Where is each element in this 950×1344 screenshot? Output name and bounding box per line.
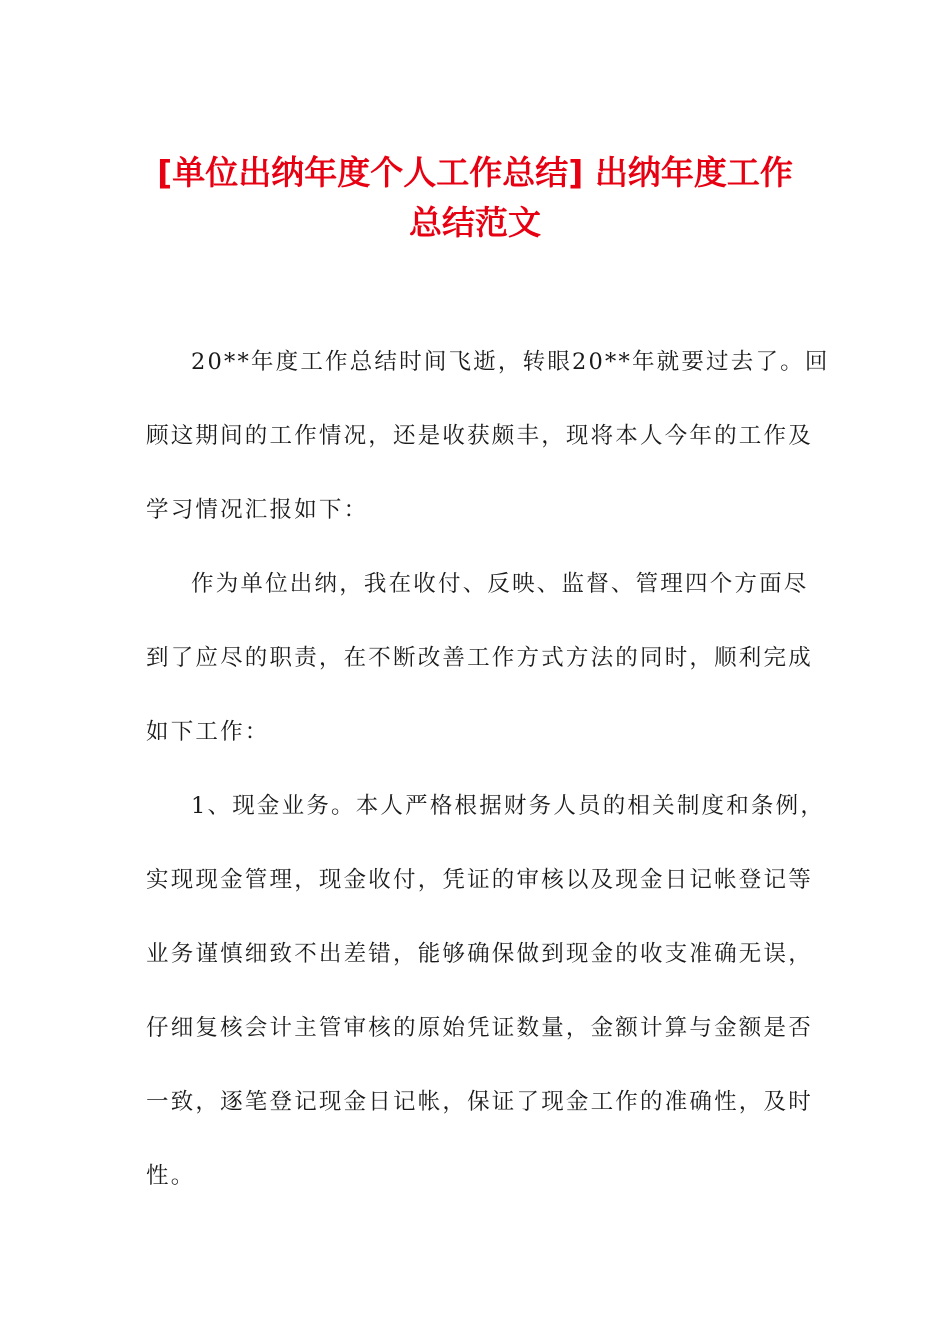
paragraph-line: 顾这期间的工作情况，还是收获颇丰，现将本人今年的工作及 — [146, 423, 813, 449]
paragraph-1 — [146, 325, 830, 547]
document-title — [140, 148, 810, 248]
paragraph-line: 1、现金业务。本人严格根据财务人员的相关制度和条例， — [191, 793, 826, 819]
paragraph-line: 性。 — [146, 1163, 196, 1189]
document-title-line-1: [单位出纳年度个人工作总结] 出纳年度工作 — [157, 153, 793, 192]
document-title-line-2: 总结范文 — [409, 203, 541, 242]
paragraph-line: 学习情况汇报如下： — [146, 497, 369, 523]
paragraph-line: 到了应尽的职责，在不断改善工作方式方法的同时，顺利完成 — [146, 645, 813, 671]
paragraph-line: 20**年度工作总结时间飞逝，转眼20**年就要过去了。回 — [191, 349, 830, 375]
paragraph-line: 如下工作： — [146, 719, 270, 745]
paragraph-line: 仔细复核会计主管审核的原始凭证数量，金额计算与金额是否 — [146, 1015, 813, 1041]
document-body — [146, 325, 830, 1213]
paragraph-line: 实现现金管理，现金收付，凭证的审核以及现金日记帐登记等 — [146, 867, 813, 893]
paragraph-line: 作为单位出纳，我在收付、反映、监督、管理四个方面尽 — [191, 571, 809, 597]
paragraph-line: 一致，逐笔登记现金日记帐，保证了现金工作的准确性，及时 — [146, 1089, 813, 1115]
paragraph-line: 业务谨慎细致不出差错，能够确保做到现金的收支准确无误， — [146, 941, 813, 967]
paragraph-2 — [146, 547, 813, 769]
paragraph-3 — [146, 769, 826, 1213]
